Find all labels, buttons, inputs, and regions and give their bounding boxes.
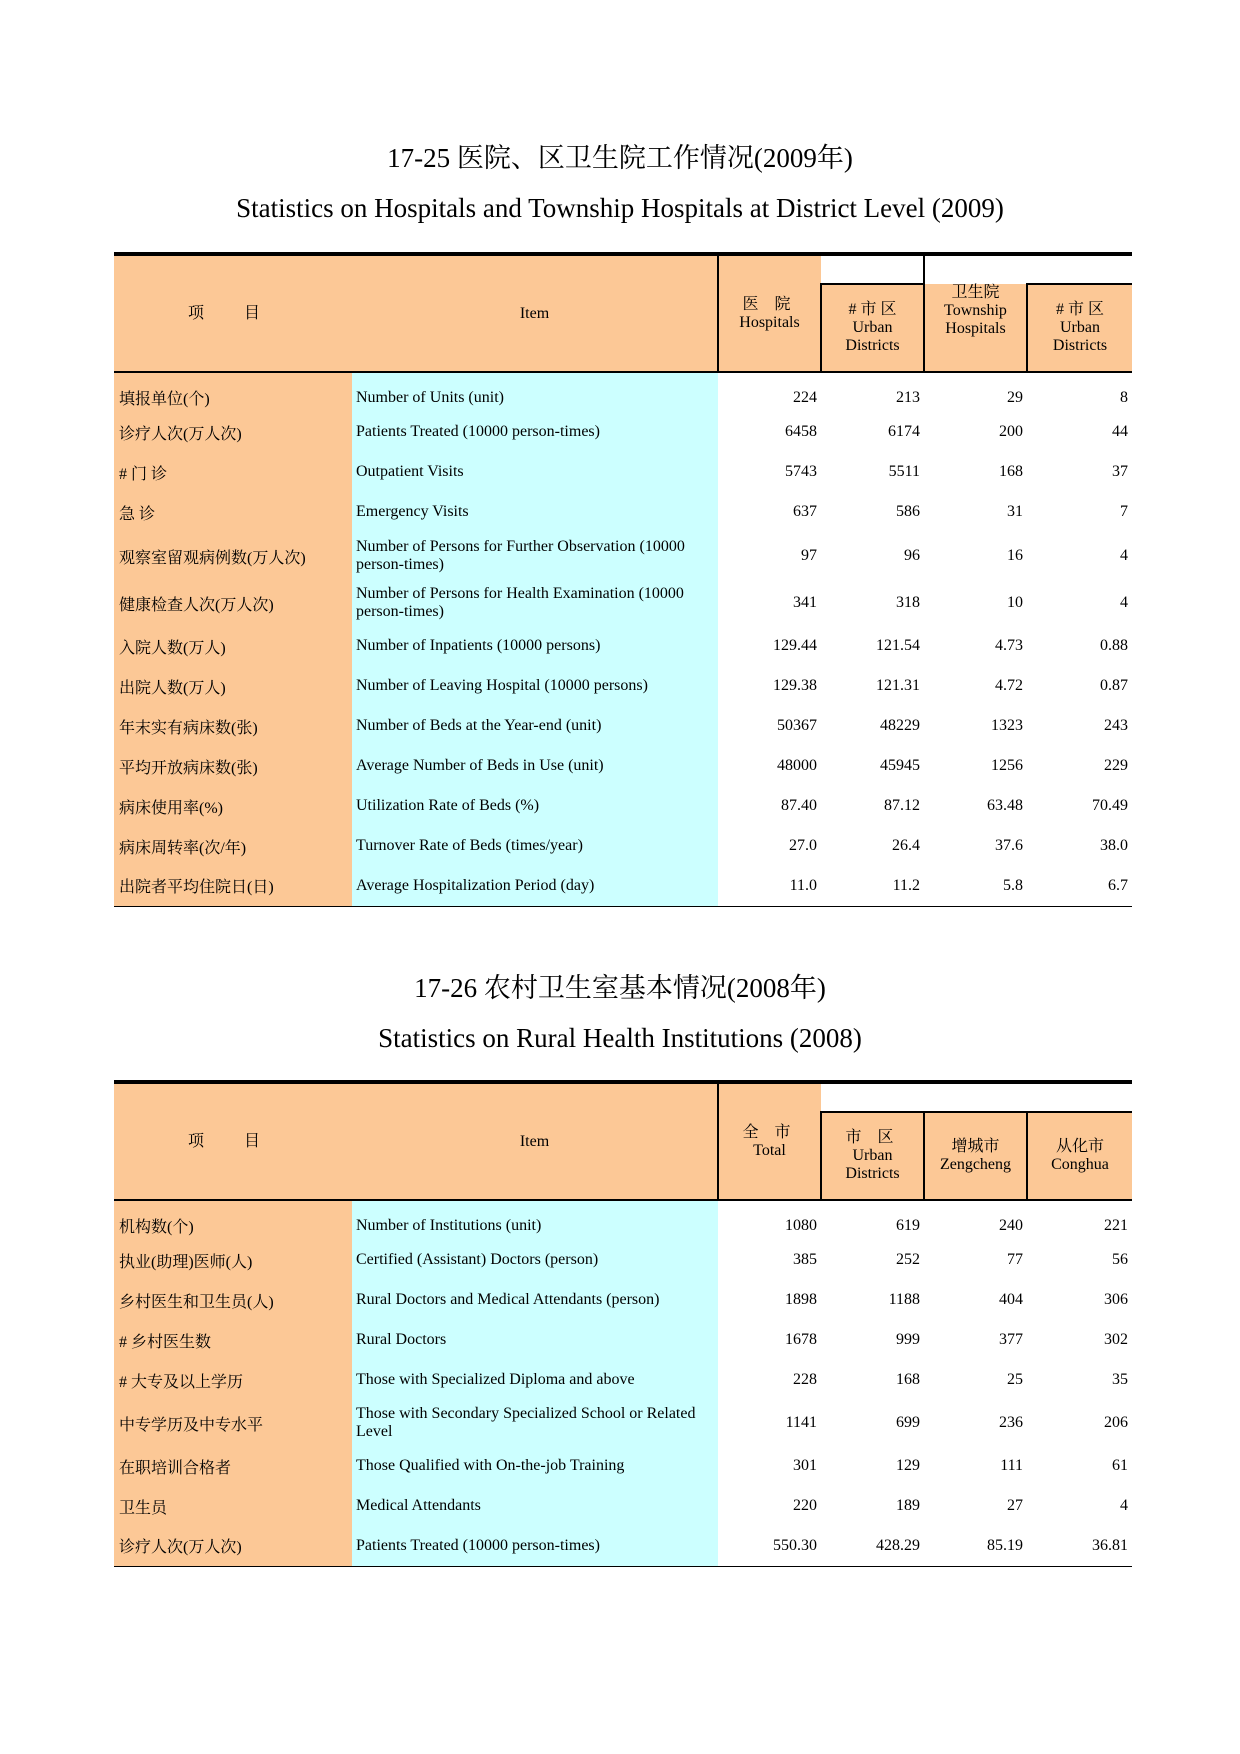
table1-row-label-cn: 年末实有病床数(张)	[114, 706, 352, 746]
table1-cell-col3: 4.73	[924, 626, 1027, 666]
table2-row	[114, 1320, 1132, 1360]
table1-row-label-en: Average Number of Beds in Use (unit)	[352, 746, 718, 786]
table1-header-item-cn: 项 目	[114, 254, 352, 372]
table1-cell-col2: 586	[821, 492, 924, 532]
table2-row-label-en: Number of Institutions (unit)	[352, 1200, 718, 1240]
table2-cell-col2: 252	[821, 1240, 924, 1280]
table1-cell-col4: 7	[1027, 492, 1132, 532]
table2-cell-col1: 385	[718, 1240, 821, 1280]
table1-cell-col3: 63.48	[924, 786, 1027, 826]
table2-row-label-en: Rural Doctors	[352, 1320, 718, 1360]
table2-cell-col3: 404	[924, 1280, 1027, 1320]
table1-row-label-en: Number of Persons for Further Observation (10000 person-times)	[352, 532, 718, 580]
table2-header-col3-cn: 增城市	[951, 1138, 1000, 1155]
table1-cell-col2: 45945	[821, 746, 924, 786]
table1-row	[114, 866, 1132, 906]
table2-cell-col4: 206	[1027, 1400, 1132, 1446]
table1-cell-col3: 29	[924, 372, 1027, 412]
table2-row-label-cn: 卫生员	[114, 1486, 352, 1526]
table2-row-label-en: Those with Secondary Specialized School or Related Level	[352, 1400, 718, 1446]
table1-cell-col1: 48000	[718, 746, 821, 786]
table1-row-label-cn: 出院人数(万人)	[114, 666, 352, 706]
table1-row-label-en: Number of Beds at the Year-end (unit)	[352, 706, 718, 746]
table1-row-label-en: Number of Inpatients (10000 persons)	[352, 626, 718, 666]
table2-row	[114, 1400, 1132, 1446]
table1-row-label-cn: 健康检查人次(万人次)	[114, 580, 352, 626]
table2-row	[114, 1240, 1132, 1280]
table1-cell-col2: 96	[821, 532, 924, 580]
table2-row-label-cn: 中专学历及中专水平	[114, 1400, 352, 1446]
table1-row-label-en: Turnover Rate of Beds (times/year)	[352, 826, 718, 866]
table1-cell-col3: 4.72	[924, 666, 1027, 706]
table2-cell-col4: 56	[1027, 1240, 1132, 1280]
table1-cell-col3: 37.6	[924, 826, 1027, 866]
table2-row	[114, 1486, 1132, 1526]
table1-row-label-cn: 平均开放病床数(张)	[114, 746, 352, 786]
table1-row	[114, 492, 1132, 532]
table1-cell-col3: 31	[924, 492, 1027, 532]
table2-header-col4	[1027, 1112, 1132, 1200]
table1-body	[114, 372, 1132, 906]
table2-header-col2-cn: 市 区	[845, 1129, 900, 1146]
table2-cell-col4: 61	[1027, 1446, 1132, 1486]
table1-cell-col4: 0.88	[1027, 626, 1132, 666]
table1-header-item-en: Item	[352, 254, 718, 372]
table2-header-item-en: Item	[352, 1082, 718, 1200]
table2-title-en: Statistics on Rural Health Institutions (2008)	[378, 1023, 862, 1053]
table1-cell-col1: 87.40	[718, 786, 821, 826]
table1-header-col4	[1027, 284, 1132, 372]
table2-cell-col2: 699	[821, 1400, 924, 1446]
table1-cell-col3: 200	[924, 412, 1027, 452]
table2-cell-col3: 111	[924, 1446, 1027, 1486]
table1-row-label-cn: 填报单位(个)	[114, 372, 352, 412]
table1-cell-col3: 1256	[924, 746, 1027, 786]
table1-header-col2	[821, 284, 924, 372]
table1-row-label-cn: 入院人数(万人)	[114, 626, 352, 666]
table1-header-col1-en: Hospitals	[739, 314, 800, 331]
table1-cell-col1: 97	[718, 532, 821, 580]
table2-cell-col1: 228	[718, 1360, 821, 1400]
table1-cell-col4: 4	[1027, 532, 1132, 580]
table1-row-label-en: Emergency Visits	[352, 492, 718, 532]
table1-cell-col1: 637	[718, 492, 821, 532]
table1-cell-col2: 26.4	[821, 826, 924, 866]
table1-cell-col2: 87.12	[821, 786, 924, 826]
table2-cell-col1: 1898	[718, 1280, 821, 1320]
table2-row-label-en: Those with Specialized Diploma and above	[352, 1360, 718, 1400]
table1-cell-col2: 6174	[821, 412, 924, 452]
table1-row-label-en: Outpatient Visits	[352, 452, 718, 492]
table1-row-label-en: Number of Leaving Hospital (10000 persons)	[352, 666, 718, 706]
table1-cell-col4: 70.49	[1027, 786, 1132, 826]
table2-cell-col2: 999	[821, 1320, 924, 1360]
table2-cell-col2: 619	[821, 1200, 924, 1240]
table2-header-col2-en: Urban Districts	[845, 1147, 900, 1182]
table1-cell-col2: 11.2	[821, 866, 924, 906]
table1-cell-col1: 5743	[718, 452, 821, 492]
table1-cell-col4: 38.0	[1027, 826, 1132, 866]
table2-cell-col1: 301	[718, 1446, 821, 1486]
table1-cell-col2: 5511	[821, 452, 924, 492]
table1-row	[114, 412, 1132, 452]
table2-cell-col3: 85.19	[924, 1526, 1027, 1566]
table1-cell-col1: 341	[718, 580, 821, 626]
table2-row-label-en: Rural Doctors and Medical Attendants (person)	[352, 1280, 718, 1320]
table2-row-label-en: Patients Treated (10000 person-times)	[352, 1526, 718, 1566]
table1-header-col4-cn: # 市 区	[1055, 301, 1104, 318]
table2-cell-col1: 550.30	[718, 1526, 821, 1566]
table1-header-col1	[718, 254, 821, 372]
table2-cell-col1: 220	[718, 1486, 821, 1526]
table1-row	[114, 372, 1132, 412]
table1-cell-col3: 1323	[924, 706, 1027, 746]
table2-row-label-en: Certified (Assistant) Doctors (person)	[352, 1240, 718, 1280]
table1-cell-col2: 318	[821, 580, 924, 626]
table1-row	[114, 706, 1132, 746]
table1-header-col2-en: Urban Districts	[845, 319, 900, 354]
table1-row	[114, 826, 1132, 866]
table1-row	[114, 746, 1132, 786]
table1-row-label-cn: 出院者平均住院日(日)	[114, 866, 352, 906]
table1-header-col2-cn: # 市 区	[848, 301, 897, 318]
table2-cell-col2: 1188	[821, 1280, 924, 1320]
table1-cell-col4: 44	[1027, 412, 1132, 452]
table2-header-col1	[718, 1082, 821, 1200]
table1-header-col3-cn: 卫生院	[951, 284, 1000, 301]
table1-cell-col1: 11.0	[718, 866, 821, 906]
table1-cell-col3: 168	[924, 452, 1027, 492]
table1-cell-col3: 16	[924, 532, 1027, 580]
table2-cell-col2: 428.29	[821, 1526, 924, 1566]
table1	[114, 252, 1132, 907]
table1-cell-col4: 0.87	[1027, 666, 1132, 706]
table2-cell-col3: 25	[924, 1360, 1027, 1400]
table1-row	[114, 786, 1132, 826]
table2-cell-col4: 4	[1027, 1486, 1132, 1526]
table1-title-cn: 17-25 医院、区卫生院工作情况(2009年)	[387, 143, 853, 173]
table1-row-label-cn: 观察室留观病例数(万人次)	[114, 532, 352, 580]
table1-cell-col1: 224	[718, 372, 821, 412]
table1-row-label-en: Utilization Rate of Beds (%)	[352, 786, 718, 826]
table1-header-col3	[924, 284, 1027, 372]
table1-cell-col4: 229	[1027, 746, 1132, 786]
table2-row	[114, 1360, 1132, 1400]
table2-cell-col4: 302	[1027, 1320, 1132, 1360]
table2-cell-col4: 36.81	[1027, 1526, 1132, 1566]
table1-row-label-cn: 急 诊	[114, 492, 352, 532]
table1-cell-col1: 129.38	[718, 666, 821, 706]
table1-cell-col4: 37	[1027, 452, 1132, 492]
table1-cell-col4: 8	[1027, 372, 1132, 412]
table1-row-label-cn: # 门 诊	[114, 452, 352, 492]
table2-row-label-en: Medical Attendants	[352, 1486, 718, 1526]
table1-cell-col4: 6.7	[1027, 866, 1132, 906]
table2-header-item-cn: 项 目	[114, 1082, 352, 1200]
table2-cell-col3: 236	[924, 1400, 1027, 1446]
table2-header-col4-cn: 从化市	[1055, 1138, 1104, 1155]
table2-cell-col1: 1141	[718, 1400, 821, 1446]
table1-cell-col4: 243	[1027, 706, 1132, 746]
table2	[114, 1080, 1132, 1567]
table1-row	[114, 626, 1132, 666]
table1-row-label-en: Number of Persons for Health Examination (10000 person-times)	[352, 580, 718, 626]
table2-header-col4-en: Conghua	[1051, 1156, 1109, 1173]
table2-cell-col4: 221	[1027, 1200, 1132, 1240]
table2-row-label-cn: 乡村医生和卫生员(人)	[114, 1280, 352, 1320]
table1-cell-col1: 50367	[718, 706, 821, 746]
table1-row-label-cn: 病床周转率(次/年)	[114, 826, 352, 866]
table2-row	[114, 1280, 1132, 1320]
table2-row-label-en: Those Qualified with On-the-job Training	[352, 1446, 718, 1486]
table1-cell-col2: 121.31	[821, 666, 924, 706]
table1-row-label-cn: 病床使用率(%)	[114, 786, 352, 826]
table1-cell-col2: 121.54	[821, 626, 924, 666]
table1-row	[114, 666, 1132, 706]
table2-row	[114, 1526, 1132, 1566]
table2-row-label-cn: 机构数(个)	[114, 1200, 352, 1240]
table2-header-col2	[821, 1112, 924, 1200]
table1-cell-col4: 4	[1027, 580, 1132, 626]
table2-cell-col2: 189	[821, 1486, 924, 1526]
table1-header-col3-en: Township Hospitals	[944, 302, 1007, 337]
table2-title-cn: 17-26 农村卫生室基本情况(2008年)	[414, 973, 826, 1003]
table1-row-label-en: Patients Treated (10000 person-times)	[352, 412, 718, 452]
table2-row	[114, 1200, 1132, 1240]
table2-header-col3	[924, 1112, 1027, 1200]
table2-cell-col1: 1080	[718, 1200, 821, 1240]
table2-cell-col3: 240	[924, 1200, 1027, 1240]
table1-cell-col2: 48229	[821, 706, 924, 746]
table2-header-col3-en: Zengcheng	[939, 1156, 1012, 1173]
table2-cell-col3: 27	[924, 1486, 1027, 1526]
table1-row	[114, 580, 1132, 626]
table1-title-en: Statistics on Hospitals and Township Hospitals at District Level (2009)	[236, 193, 1004, 223]
table2-header-col1-cn: 全 市	[742, 1124, 797, 1141]
table1-cell-col3: 5.8	[924, 866, 1027, 906]
table2-body	[114, 1200, 1132, 1566]
table1-cell-col3: 10	[924, 580, 1027, 626]
table2-row	[114, 1446, 1132, 1486]
table1-row	[114, 452, 1132, 492]
table2-header-col1-en: Total	[753, 1142, 786, 1159]
table1-cell-col2: 213	[821, 372, 924, 412]
table2-row-label-cn: # 乡村医生数	[114, 1320, 352, 1360]
table2-cell-col3: 77	[924, 1240, 1027, 1280]
table1-cell-col1: 6458	[718, 412, 821, 452]
table1-row	[114, 532, 1132, 580]
table2-cell-col2: 129	[821, 1446, 924, 1486]
table2-row-label-cn: 执业(助理)医师(人)	[114, 1240, 352, 1280]
table1-cell-col1: 27.0	[718, 826, 821, 866]
table2-row-label-cn: 诊疗人次(万人次)	[114, 1526, 352, 1566]
table2-row-label-cn: # 大专及以上学历	[114, 1360, 352, 1400]
table1-row-label-cn: 诊疗人次(万人次)	[114, 412, 352, 452]
table2-cell-col4: 35	[1027, 1360, 1132, 1400]
table2-cell-col2: 168	[821, 1360, 924, 1400]
table2-cell-col4: 306	[1027, 1280, 1132, 1320]
table1-row-label-en: Average Hospitalization Period (day)	[352, 866, 718, 906]
table1-cell-col1: 129.44	[718, 626, 821, 666]
table1-row-label-en: Number of Units (unit)	[352, 372, 718, 412]
table2-cell-col1: 1678	[718, 1320, 821, 1360]
table2-row-label-cn: 在职培训合格者	[114, 1446, 352, 1486]
table1-header-col4-en: Urban Districts	[1052, 319, 1108, 354]
table2-cell-col3: 377	[924, 1320, 1027, 1360]
table1-header-col1-cn: 医 院	[742, 296, 797, 313]
